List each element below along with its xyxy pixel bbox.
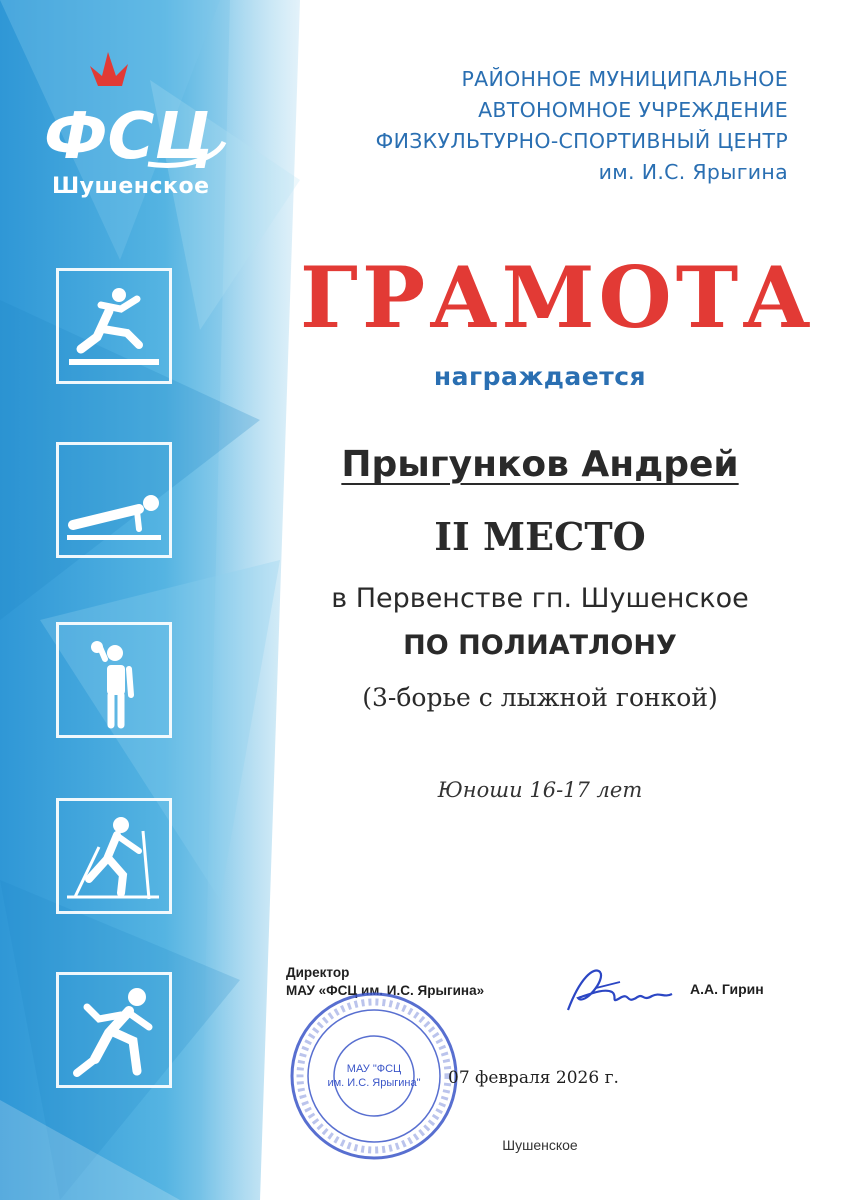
director-name: А.А. Гирин <box>690 981 764 997</box>
organization-line: АВТОНОМНОЕ УЧРЕЖДЕНИЕ <box>478 98 788 122</box>
svg-text:ФСЦ: ФСЦ <box>44 100 214 174</box>
signature-image <box>560 958 680 1022</box>
director-organization: МАУ «ФСЦ им. И.С. Ярыгина» <box>286 983 485 998</box>
long-jump-icon <box>59 271 169 381</box>
organization-line: ФИЗКУЛЬТУРНО-СПОРТИВНЫЙ ЦЕНТР <box>375 129 788 153</box>
issue-date: 07 февраля 2026 г. <box>448 1068 619 1088</box>
awarded-text: награждается <box>433 362 647 391</box>
svg-text:им. И.С. Ярыгина": им. И.С. Ярыгина" <box>327 1077 421 1089</box>
long-jump-tile <box>56 268 172 384</box>
svg-text:МАУ "ФСЦ: МАУ "ФСЦ <box>346 1063 402 1075</box>
flame-icon <box>90 52 128 86</box>
running-tile <box>56 972 172 1088</box>
shot-put-tile <box>56 622 172 738</box>
running-icon <box>59 975 169 1085</box>
format-line: (3-борье с лыжной гонкой) <box>362 683 718 712</box>
organization-line: им. И.С. Ярыгина <box>598 160 788 184</box>
event-line: в Первенстве гп. Шушенское <box>331 583 749 614</box>
skiing-tile <box>56 798 172 914</box>
official-stamp <box>288 990 460 1162</box>
push-up-tile <box>56 442 172 558</box>
city-name: Шушенское <box>502 1137 578 1153</box>
push-up-icon <box>59 445 169 555</box>
recipient-name: Прыгунков Андрей <box>341 444 739 485</box>
shot-put-icon <box>59 625 169 735</box>
age-category: Юноши 16-17 лет <box>437 778 643 802</box>
place-award: II МЕСТО <box>434 514 646 559</box>
organization-line: РАЙОННОЕ МУНИЦИПАЛЬНОЕ <box>461 67 788 91</box>
skiing-icon <box>59 801 169 911</box>
logo-caption: Шушенское <box>52 174 210 199</box>
organization-header <box>300 64 788 188</box>
fsc-logo <box>38 46 228 176</box>
director-title: Директор <box>286 965 350 980</box>
sport-line: ПО ПОЛИАТЛОНУ <box>403 630 677 661</box>
certificate-title: ГРАМОТА <box>300 248 815 347</box>
